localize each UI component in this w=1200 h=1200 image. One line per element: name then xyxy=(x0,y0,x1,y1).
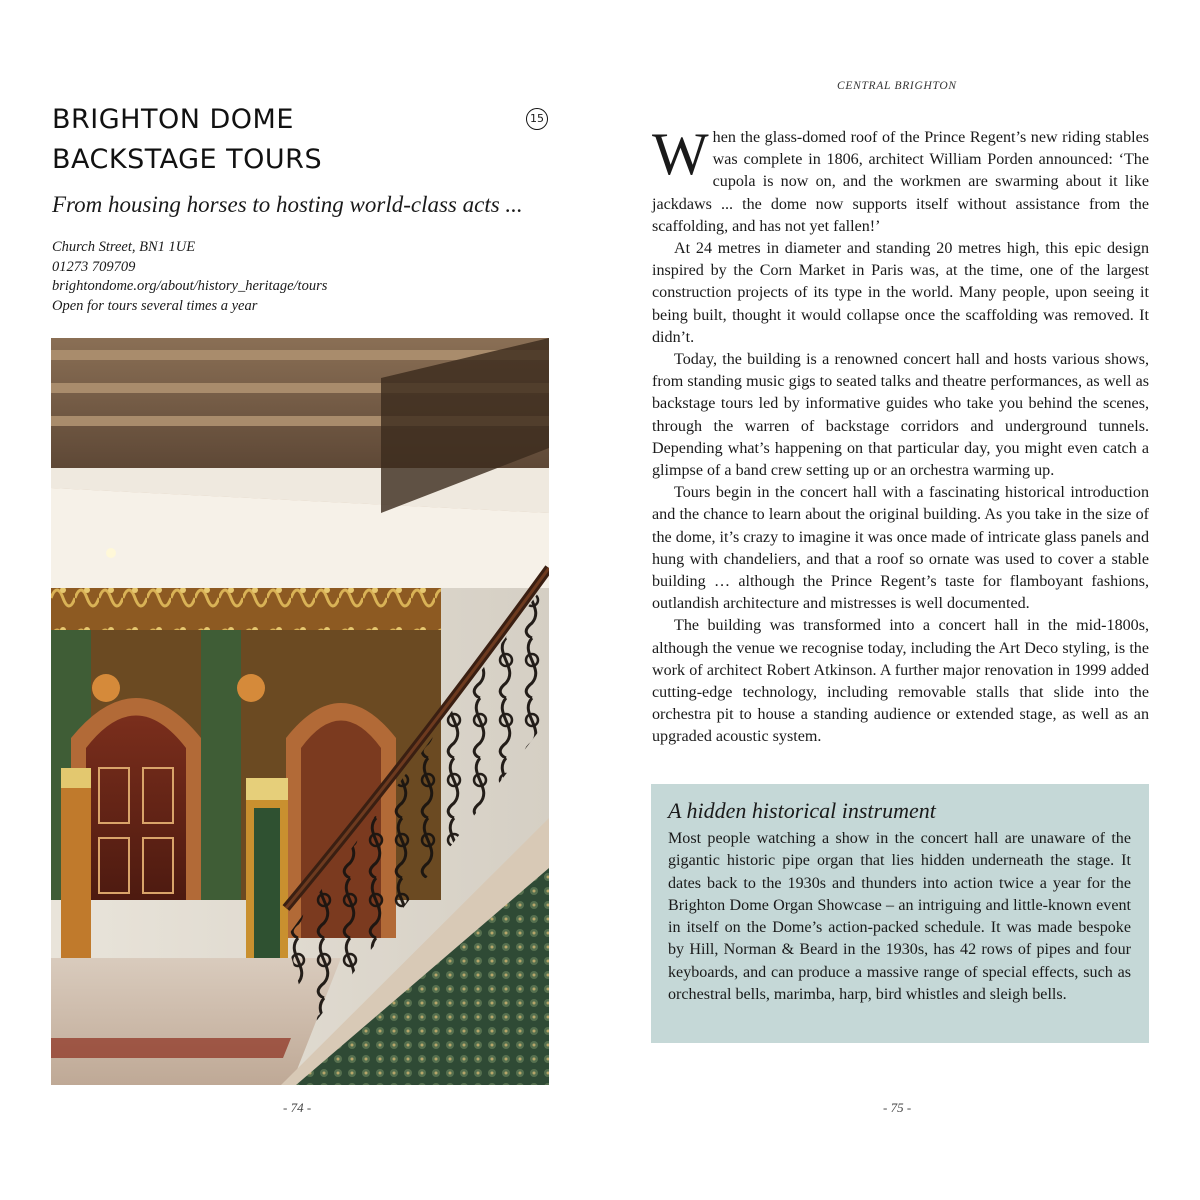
title-line-2: BACKSTAGE TOURS xyxy=(52,144,323,175)
entry-number-badge: 15 xyxy=(526,108,548,130)
paragraph-3: Today, the building is a renowned concert hall and hosts various shows, from standing music gigs to seated talks and theatre performances, as well as backstage tours led by informative guides who take you behind the scenes, through the warren of backstage corridors and underground tunnels. Depending what’s happening on that particular day, you might even catch a glimpse of a band crew setting up or an orchestra warming up. xyxy=(652,351,1149,480)
paragraph-4: Tours begin in the concert hall with a fascinating historical introduction and the chance to learn about the original building. As you take in the size of the dome, it’s crazy to imagine it was once made of intricate glass panels and hung with chandeliers, and that a roof so ornate was used to cover a stable building … although the Prince Regent’s taste for flamboyant fashions, outlandish architecture and mistresses is well documented. xyxy=(652,484,1149,613)
website: brightondome.org/about/history_heritage/tours xyxy=(52,278,328,294)
staircase-photo xyxy=(51,338,549,1085)
page-number-left: - 74 - xyxy=(283,1100,312,1115)
phone: 01273 709709 xyxy=(52,258,136,275)
paragraph-1-text: hen the glass-domed roof of the Prince Regent’s new riding stables was complete in 1806, architect William Porden announced: ‘The cupola is now on, and the workmen are swarming about it like jackdaws ... the dome now supports itself without assistance from the scaffolding, and has not yet fallen!’ xyxy=(652,129,1149,235)
sidebar-text: Most people watching a show in the concert hall are unaware of the gigantic historic pipe organ that lies hidden underneath the stage. It dates back to the 1930s and thunders into action twice a year for the Brighton Dome Organ Showcase – an intriguing and little-known event in itself on the Dome’s action-packed schedule. It was made bespoke by Hill, Norman & Beard in the 1930s, has 42 rows of pipes and four keyboards, and can produce a massive range of special effects, such as orchestral bells, marimba, harp, bird whistles and sleigh bells. xyxy=(668,830,1131,1004)
drop-cap: W xyxy=(652,121,709,187)
page-number-right: - 75 - xyxy=(883,1100,912,1115)
sidebar-heading: A hidden historical instrument xyxy=(668,798,936,823)
subtitle: From housing horses to hosting world-class acts ... xyxy=(52,192,523,217)
title-line-1: BRIGHTON DOME xyxy=(52,104,294,135)
sidebar-box xyxy=(651,784,1149,1043)
address: Church Street, BN1 1UE xyxy=(52,239,196,255)
right-page xyxy=(600,0,1200,1200)
opening-times: Open for tours several times a year xyxy=(52,297,258,314)
paragraph-1 xyxy=(652,121,1149,238)
paragraph-2: At 24 metres in diameter and standing 20 metres high, this epic design inspired by the Corn Market in Paris was, at the time, one of the largest construction projects of its type in the world. Many people, upon seeing it being built, thought it would collapse once the scaffolding was removed. It didn’t. xyxy=(652,240,1149,346)
running-head: CENTRAL BRIGHTON xyxy=(837,80,957,92)
paragraph-5: The building was transformed into a concert hall in the mid-1800s, although the venue we recognise today, including the Art Deco styling, is the work of architect Robert Atkinson. A further major renovation in 1999 added cutting-edge technology, including removable stalls that slide into the orchestra pit to house a standing audience or extended stage, as well as an upgraded acoustic system. xyxy=(652,617,1149,746)
article-body xyxy=(652,121,1149,749)
page-title xyxy=(52,100,492,180)
venue-info xyxy=(52,238,327,316)
